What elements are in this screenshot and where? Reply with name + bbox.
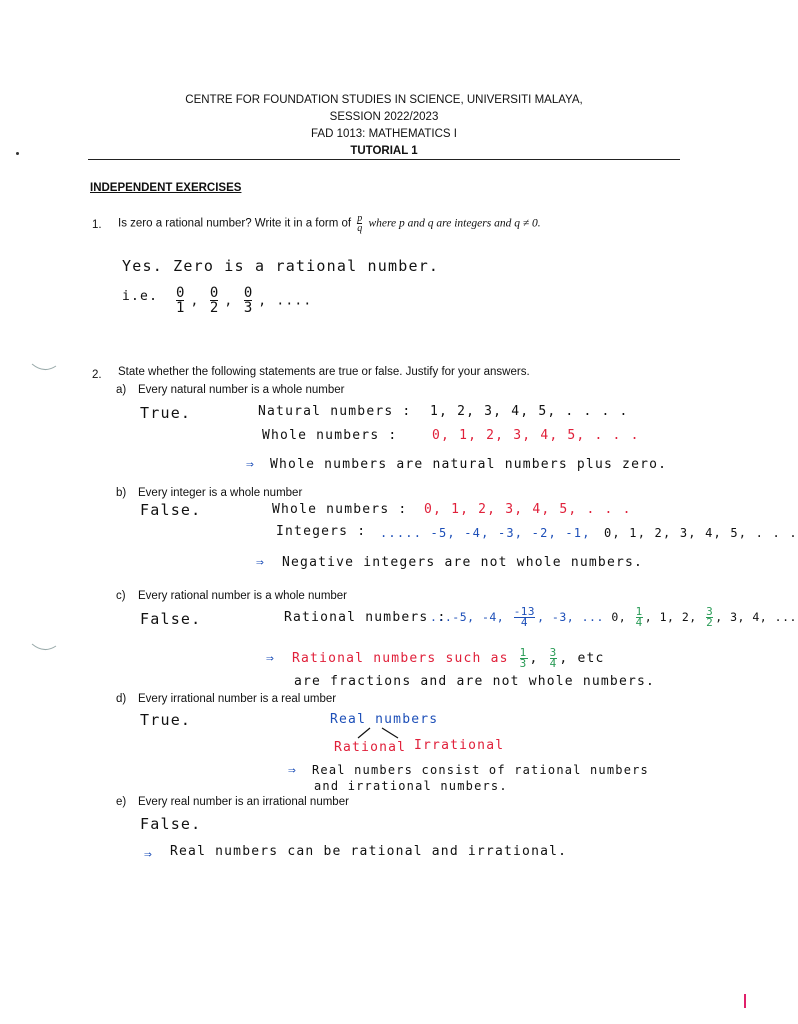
q2b-integers-negative: ..... -5, -4, -3, -2, -1,: [380, 526, 591, 540]
q2d-tree-right: Irrational: [414, 738, 505, 753]
q2b-integers-nonnegative: 0, 1, 2, 3, 4, 5, . . .: [604, 526, 798, 540]
q2c-label: c): [116, 590, 126, 602]
q2c-concl-frac-1-3: $\frac{1}{3}$: [519, 646, 528, 670]
q2e-arrow-icon: ⇒: [144, 847, 154, 862]
q2-number: 2.: [92, 369, 102, 381]
scan-mark-curve-2: [30, 640, 60, 654]
q2-text: State whether the following statements are true or false. Justify for your answers.: [118, 366, 530, 378]
header-session: SESSION 2022/2023: [329, 111, 439, 123]
header-divider: [88, 159, 680, 160]
q2d-label: d): [116, 693, 127, 705]
q2b-arrow-icon: ⇒: [256, 555, 266, 570]
q2b-verdict: False.: [140, 501, 202, 519]
q2a-label: a): [116, 384, 127, 396]
q2e-conclusion: Real numbers can be rational and irrational.: [170, 844, 568, 859]
q1-frac-num: p: [357, 213, 363, 224]
q1-number: 1.: [92, 219, 102, 231]
q2b-integers-label: Integers :: [276, 524, 367, 539]
q2a-arrow-icon: ⇒: [246, 457, 256, 472]
header-institution: CENTRE FOR FOUNDATION STUDIES IN SCIENCE, UNIVERSITI MALAYA,: [185, 94, 583, 106]
q2a-whole-label: Whole numbers :: [262, 428, 398, 443]
q2c-conclusion-line1: Rational numbers such as $\frac{1}{3}$ , $\frac{3}{4}$ , etc: [292, 646, 605, 670]
q2d-conclusion-line2: and irrational numbers.: [314, 779, 508, 793]
q2b-whole-values: 0, 1, 2, 3, 4, 5, . . .: [424, 502, 632, 517]
q2d-arrow-icon: ⇒: [288, 763, 298, 778]
q2d-tree-left: Rational: [334, 740, 407, 755]
q2a-conclusion: Whole numbers are natural numbers plus zero.: [270, 457, 668, 472]
q2a-verdict: True.: [140, 404, 192, 422]
q2d-tree-branches: [340, 726, 410, 740]
q1-zero-over-1: $\frac{0}{1}$: [176, 285, 185, 316]
q1-zero-over-2: $\frac{0}{2}$: [209, 285, 219, 316]
q2b-label: b): [116, 487, 127, 499]
q2b-statement: Every integer is a whole number: [138, 487, 303, 499]
q2c-rational-values: ...-5, -4, $\frac{-13}{4}$ , -3, ... 0, $\frac{1}{4}$ , 1, 2, $\frac{3}{2}$ , 3, 4, ...: [430, 605, 797, 629]
q2d-verdict: True.: [140, 711, 192, 729]
q1-answer-fractions: $\frac{0}{1}$ , $\frac{0}{2}$ , $\frac{0}{3}$ , ....: [176, 285, 313, 316]
scan-dot: [16, 152, 19, 155]
q2c-statement: Every rational number is a whole number: [138, 590, 348, 602]
scan-pink-mark: [744, 994, 746, 1008]
section-title: INDEPENDENT EXERCISES: [90, 182, 242, 194]
q1-zero-over-3: $\frac{0}{3}$: [243, 285, 253, 316]
q2a-natural-label: Natural numbers :: [258, 404, 412, 419]
scan-mark-curve-1: [30, 360, 60, 374]
q1-text-before: Is zero a rational number? Write it in a form of: [118, 217, 352, 230]
q1-text-after: where p and q are integers and q ≠ 0.: [368, 217, 541, 230]
q2e-label: e): [116, 796, 127, 808]
q2e-verdict: False.: [140, 815, 202, 833]
q1-answer: Yes. Zero is a rational number.: [122, 257, 440, 275]
header-tutorial: TUTORIAL 1: [350, 145, 418, 157]
q2c-conclusion-line2: are fractions and are not whole numbers.: [294, 674, 656, 689]
q2c-verdict: False.: [140, 610, 202, 628]
q1-text: [118, 214, 541, 233]
q2d-conclusion-line1: Real numbers consist of rational numbers: [312, 763, 649, 777]
q2c-frac-neg13-4: $\frac{-13}{4}$: [513, 605, 536, 629]
q2a-whole-values: 0, 1, 2, 3, 4, 5, . . .: [432, 428, 640, 443]
q1-fraction-pq: [357, 214, 362, 233]
q2c-rational-label: Rational numbers :: [284, 610, 447, 625]
q2c-arrow-icon: ⇒: [266, 651, 276, 666]
q2b-conclusion: Negative integers are not whole numbers.: [282, 555, 644, 570]
q2a-statement: Every natural number is a whole number: [138, 384, 345, 396]
q1-answer-ie: i.e.: [122, 289, 159, 304]
q2c-frac-3-2: $\frac{3}{2}$: [706, 605, 714, 629]
q2b-whole-label: Whole numbers :: [272, 502, 408, 517]
q2d-statement: Every irrational number is a real umber: [138, 693, 337, 705]
q2d-tree-root: Real numbers: [330, 712, 439, 727]
header-course: FAD 1013: MATHEMATICS I: [311, 128, 457, 140]
q2e-statement: Every real number is an irrational number: [138, 796, 349, 808]
q2c-frac-1-4: $\frac{1}{4}$: [635, 605, 643, 629]
q1-frac-den: q: [357, 223, 363, 234]
q2c-concl-frac-3-4: $\frac{3}{4}$: [549, 646, 558, 670]
q2a-natural-values: 1, 2, 3, 4, 5, . . . .: [430, 404, 629, 419]
